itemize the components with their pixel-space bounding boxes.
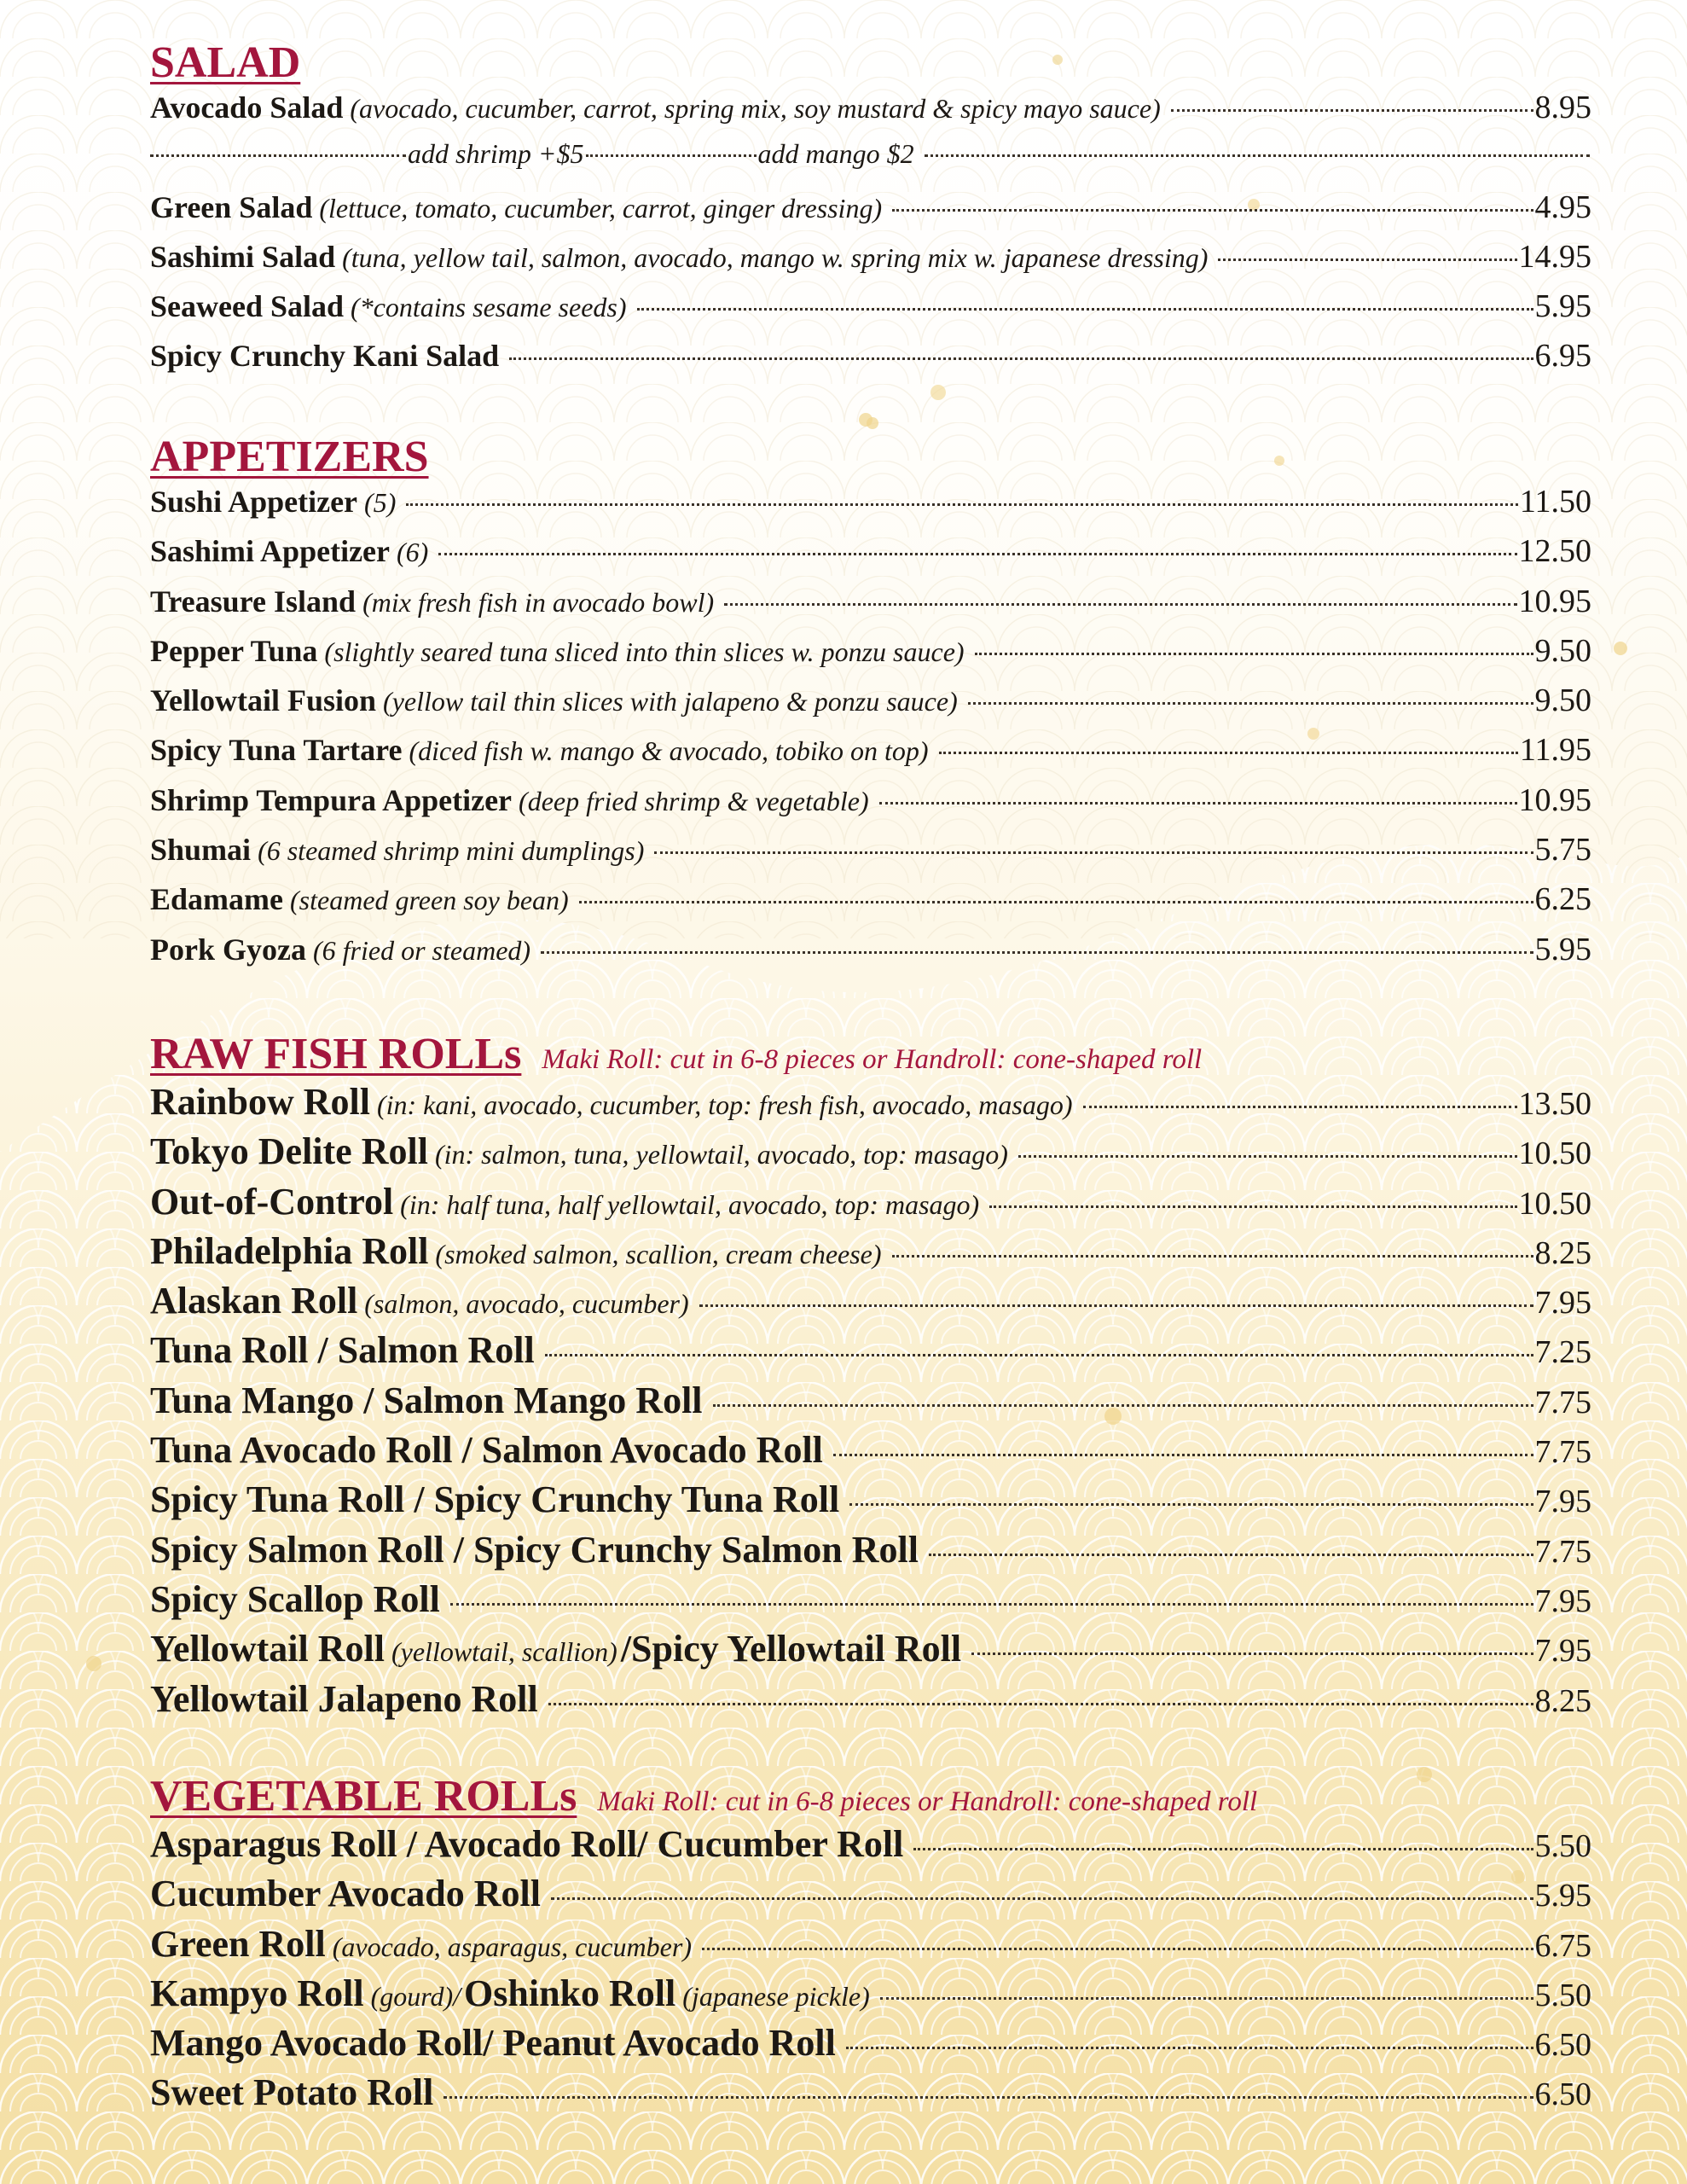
section-title: RAW FISH ROLLs — [150, 1030, 522, 1078]
menu-item — [150, 483, 1591, 532]
item-name: Spicy Tuna Tartare — [150, 733, 403, 768]
menu-item — [150, 831, 1591, 880]
menu-item — [150, 2071, 1591, 2120]
item-price: 7.95 — [1534, 1285, 1591, 1321]
dot-leader — [1018, 1155, 1517, 1158]
item-price: 13.50 — [1518, 1086, 1591, 1122]
dot-leader — [925, 154, 1590, 157]
menu-item — [150, 1577, 1591, 1627]
item-price: 10.50 — [1518, 1185, 1591, 1222]
item-name: Avocado Salad — [150, 90, 344, 125]
raw-fish-rolls-section — [150, 1029, 1591, 1727]
item-price: 5.95 — [1534, 1878, 1591, 1914]
item-price: 8.25 — [1534, 1682, 1591, 1719]
dot-leader — [913, 1848, 1533, 1850]
item-name: Shrimp Tempura Appetizer — [150, 782, 513, 817]
menu-item — [150, 731, 1591, 781]
item-name: Mango Avocado Roll/ Peanut Avocado Roll — [150, 2022, 836, 2065]
item-name: Sashimi Salad — [150, 239, 336, 274]
item-name: Green Salad — [150, 189, 313, 224]
item-price: 5.95 — [1534, 931, 1591, 967]
menu-item — [150, 781, 1591, 831]
item-description: (lettuce, tomato, cucumber, carrot, ginger dressing) — [319, 192, 883, 224]
item-name: Alaskan Roll — [150, 1280, 358, 1322]
addon-row — [150, 138, 1591, 188]
dot-leader — [579, 901, 1533, 903]
item-description: (5) — [364, 487, 397, 518]
item-name: Philadelphia Roll — [150, 1229, 429, 1272]
item-name: Out-of-Control — [150, 1180, 394, 1223]
item-description: (diced fish w. mango & avocado, tobiko on top) — [409, 735, 929, 767]
item-description: (slightly seared tuna sliced into thin slices w. ponzu sauce) — [324, 636, 965, 667]
dot-leader — [450, 1603, 1533, 1606]
menu-item — [150, 1872, 1591, 1921]
section-title: VEGETABLE ROLLs — [150, 1772, 577, 1821]
item-name: Edamame — [150, 882, 283, 917]
dot-leader — [443, 2096, 1533, 2099]
item-description: (salmon, avocado, cucumber) — [364, 1288, 689, 1320]
dot-leader — [989, 1205, 1516, 1208]
item-description: (in: half tuna, half yellowtail, avocado, top: masago) — [400, 1188, 980, 1220]
dot-leader — [438, 553, 1516, 555]
dot-leader — [1218, 258, 1516, 261]
item-name: Yellowtail Jalapeno Roll — [150, 1677, 538, 1720]
dot-leader — [548, 1703, 1533, 1705]
dot-leader — [975, 653, 1533, 655]
item-description: (smoked salmon, scallion, cream cheese) — [435, 1238, 882, 1269]
item-description: (gourd)/ — [370, 1980, 461, 2012]
item-price: 10.95 — [1518, 781, 1591, 818]
item-name-secondary: /Spicy Yellowtail Roll — [620, 1628, 962, 1670]
addon-mango: add mango $2 — [757, 138, 914, 170]
item-description: (*contains sesame seeds) — [351, 292, 627, 323]
item-description: (6 fried or steamed) — [312, 934, 531, 966]
menu-item — [150, 1428, 1591, 1478]
menu-item — [150, 1478, 1591, 1527]
item-description: (yellowtail, scallion) — [391, 1636, 617, 1668]
item-price: 7.25 — [1534, 1334, 1591, 1371]
item-price: 11.50 — [1519, 484, 1591, 520]
item-price: 7.95 — [1534, 1484, 1591, 1520]
item-name: Tokyo Delite Roll — [150, 1130, 428, 1173]
dot-leader — [833, 1454, 1533, 1456]
menu-item — [150, 189, 1591, 238]
item-name: Rainbow Roll — [150, 1081, 370, 1123]
dot-leader — [971, 1653, 1533, 1655]
dot-leader — [880, 1997, 1533, 2000]
item-price: 7.75 — [1534, 1533, 1591, 1570]
dot-leader — [1171, 109, 1533, 112]
item-price: 4.95 — [1534, 189, 1591, 225]
menu-item — [150, 238, 1591, 288]
menu-item — [150, 583, 1591, 632]
dot-leader — [586, 154, 757, 157]
menu-item — [150, 89, 1591, 138]
dot-leader — [702, 1948, 1533, 1950]
item-name-secondary: Oshinko Roll — [464, 1972, 676, 2014]
item-description: (avocado, cucumber, carrot, spring mix, soy mustard & spicy mayo sauce) — [350, 93, 1161, 124]
item-price: 11.95 — [1519, 732, 1591, 769]
item-description: (6) — [397, 537, 429, 568]
appetizers-section — [150, 432, 1591, 980]
item-name: Seaweed Salad — [150, 289, 345, 324]
item-name: Cucumber Avocado Roll — [150, 1873, 541, 1915]
item-price: 6.50 — [1534, 2077, 1591, 2113]
item-name: Spicy Tuna Roll / Spicy Crunchy Tuna Roll — [150, 1478, 840, 1521]
menu-item — [150, 632, 1591, 682]
menu-item — [150, 931, 1591, 980]
item-name: Green Roll — [150, 1922, 326, 1965]
vegetable-rolls-section — [150, 1771, 1591, 2121]
menu-item — [150, 1229, 1591, 1279]
item-name: Tuna Avocado Roll / Salmon Avocado Roll — [150, 1429, 823, 1472]
section-title: SALAD — [150, 38, 301, 87]
salad-heading — [150, 38, 1591, 89]
dot-leader — [968, 702, 1533, 705]
menu-item — [150, 1080, 1591, 1130]
section-note: Maki Roll: cut in 6-8 pieces or Handroll: cone-shaped roll — [597, 1786, 1258, 1817]
vegetable-heading — [150, 1771, 1591, 1822]
menu-item — [150, 880, 1591, 930]
dot-leader — [849, 1503, 1533, 1506]
dot-leader — [509, 357, 1533, 360]
salad-section — [150, 38, 1591, 387]
item-description: (6 steamed shrimp mini dumplings) — [258, 835, 645, 867]
item-name: Sashimi Appetizer — [150, 534, 391, 569]
item-price: 9.50 — [1534, 632, 1591, 669]
item-price: 7.95 — [1534, 1583, 1591, 1619]
item-name: Shumai — [150, 833, 252, 868]
dot-leader — [150, 154, 406, 157]
item-price: 7.75 — [1534, 1384, 1591, 1420]
section-title: APPETIZERS — [150, 433, 429, 481]
item-description: (yellow tail thin slices with jalapeno & ponzu sauce) — [383, 686, 958, 717]
item-name: Sushi Appetizer — [150, 485, 358, 519]
item-price: 8.95 — [1534, 90, 1591, 125]
item-price: 5.50 — [1534, 1828, 1591, 1864]
item-price: 5.50 — [1534, 1977, 1591, 2013]
menu-item — [150, 1180, 1591, 1229]
item-price: 12.50 — [1518, 533, 1591, 570]
item-name: Treasure Island — [150, 584, 357, 619]
menu-item — [150, 1922, 1591, 1972]
menu-item — [150, 288, 1591, 337]
menu-item — [150, 682, 1591, 731]
item-description-secondary: (japanese pickle) — [682, 1980, 870, 2012]
menu-item — [150, 2021, 1591, 2071]
menu-item — [150, 1627, 1591, 1676]
item-price: 6.95 — [1534, 338, 1591, 375]
dot-leader — [724, 603, 1516, 606]
item-name: Sweet Potato Roll — [150, 2071, 434, 2114]
dot-leader — [654, 851, 1533, 854]
dot-leader — [406, 503, 1518, 506]
appetizers-heading — [150, 432, 1591, 483]
item-description: (mix fresh fish in avocado bowl) — [362, 586, 715, 618]
section-note: Maki Roll: cut in 6-8 pieces or Handroll: cone-shaped roll — [542, 1044, 1203, 1075]
item-name: Yellowtail Roll — [150, 1628, 385, 1670]
item-description: (avocado, asparagus, cucumber) — [332, 1931, 692, 1962]
dot-leader — [551, 1897, 1533, 1900]
item-price: 7.75 — [1534, 1434, 1591, 1471]
dot-leader — [637, 308, 1533, 311]
item-price: 6.25 — [1534, 881, 1591, 918]
item-name: Spicy Crunchy Kani Salad — [150, 339, 500, 374]
item-name: Pepper Tuna — [150, 633, 318, 668]
dot-leader — [1083, 1106, 1517, 1108]
item-name: Pork Gyoza — [150, 932, 306, 967]
item-name: Tuna Mango / Salmon Mango Roll — [150, 1379, 703, 1421]
menu-item — [150, 1379, 1591, 1428]
menu-item — [150, 532, 1591, 582]
dot-leader — [699, 1304, 1533, 1307]
item-price: 9.50 — [1534, 682, 1591, 719]
menu-item — [150, 1972, 1591, 2021]
item-description: (tuna, yellow tail, salmon, avocado, mango w. spring mix w. japanese dressing) — [342, 241, 1209, 273]
item-description: (steamed green soy bean) — [290, 885, 569, 916]
dot-leader — [541, 951, 1533, 954]
dot-leader — [545, 1354, 1533, 1356]
item-name: Asparagus Roll / Avocado Roll/ Cucumber Roll — [150, 1823, 904, 1865]
item-description: (in: kani, avocado, cucumber, top: fresh fish, avocado, masago) — [376, 1089, 1073, 1120]
menu-item — [150, 1328, 1591, 1378]
item-name: Spicy Salmon Roll / Spicy Crunchy Salmon Roll — [150, 1528, 919, 1571]
dot-leader — [879, 802, 1517, 804]
item-name: Yellowtail Fusion — [150, 683, 377, 718]
menu-item — [150, 337, 1591, 386]
item-price: 6.50 — [1534, 2027, 1591, 2064]
menu-item — [150, 1130, 1591, 1179]
dot-leader — [846, 2047, 1533, 2049]
menu-item — [150, 1528, 1591, 1577]
menu-item — [150, 1279, 1591, 1328]
item-price: 8.25 — [1534, 1234, 1591, 1271]
dot-leader — [713, 1404, 1533, 1407]
dot-leader — [939, 752, 1518, 754]
item-price: 6.75 — [1534, 1927, 1591, 1964]
item-price: 5.95 — [1534, 288, 1591, 325]
item-description: (deep fried shrimp & vegetable) — [519, 785, 869, 816]
item-price: 5.75 — [1534, 832, 1591, 868]
menu-item — [150, 1677, 1591, 1727]
item-name: Tuna Roll / Salmon Roll — [150, 1329, 535, 1372]
addon-shrimp: add shrimp +$5 — [408, 138, 584, 170]
dot-leader — [892, 1255, 1533, 1258]
raw-fish-heading — [150, 1029, 1591, 1080]
item-description: (in: salmon, tuna, yellowtail, avocado, top: masago) — [434, 1139, 1008, 1170]
dot-leader — [892, 209, 1533, 212]
item-price: 7.95 — [1534, 1633, 1591, 1670]
item-name: Kampyo Roll — [150, 1972, 364, 2014]
item-price: 10.95 — [1518, 583, 1591, 619]
menu-item — [150, 1822, 1591, 1872]
dot-leader — [929, 1554, 1533, 1556]
item-price: 10.50 — [1518, 1136, 1591, 1172]
item-price: 14.95 — [1518, 238, 1591, 275]
item-name: Spicy Scallop Roll — [150, 1577, 440, 1620]
